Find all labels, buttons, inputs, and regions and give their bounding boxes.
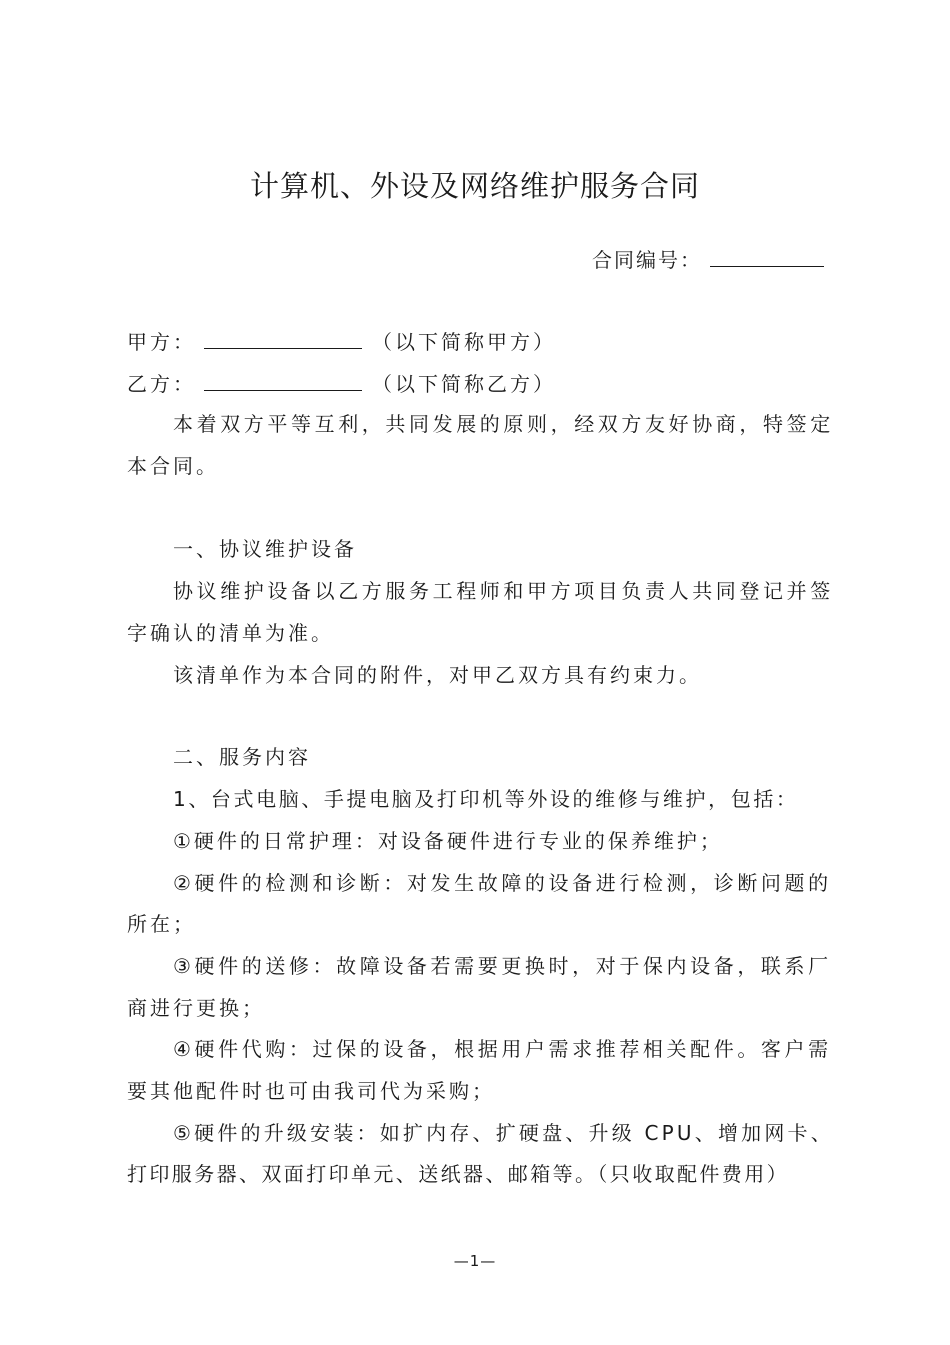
party-a-line <box>127 326 556 357</box>
party-b-suffix: （以下简称乙方） <box>372 372 556 396</box>
section-2-subitem-5-line-1: ⑤硬件的升级安装：如扩内存、扩硬盘、升级 CPU、增加网卡、 <box>173 1121 834 1145</box>
contract-number-label: 合同编号： <box>592 248 702 272</box>
section-2-subitem-4-line-1: ④硬件代购：过保的设备，根据用户需求推荐相关配件。客户需 <box>173 1037 832 1061</box>
party-b-label: 乙方： <box>127 372 196 396</box>
section-2-heading: 二、服务内容 <box>173 745 311 769</box>
section-2-subitem-3-line-1: ③硬件的送修：故障设备若需要更换时，对于保内设备，联系厂 <box>173 954 832 978</box>
intro-line-2: 本合同。 <box>127 454 219 478</box>
section-2-subitem-5-line-2: 打印服务器、双面打印单元、送纸器、邮箱等。（只收取配件费用） <box>127 1162 789 1186</box>
contract-number-field <box>592 244 824 275</box>
party-b-line <box>127 368 556 399</box>
party-a-label: 甲方： <box>127 330 196 354</box>
document-title: 计算机、外设及网络维护服务合同 <box>249 169 700 203</box>
contract-number-blank <box>710 244 824 267</box>
section-2-subitem-2-line-2: 所在； <box>127 912 196 936</box>
intro-line-1: 本着双方平等互利，共同发展的原则，经双方友好协商，特签定 <box>173 412 834 436</box>
section-1-paragraph-1-line-1: 协议维护设备以乙方服务工程师和甲方项目负责人共同登记并签 <box>173 579 834 603</box>
section-2-item-1: 1、台式电脑、手提电脑及打印机等外设的维修与维护，包括： <box>173 787 799 811</box>
section-2-subitem-4-line-2: 要其他配件时也可由我司代为采购； <box>127 1079 495 1103</box>
section-1-paragraph-2: 该清单作为本合同的附件，对甲乙双方具有约束力。 <box>173 663 702 687</box>
page-number: —1— <box>453 1252 497 1270</box>
section-2-subitem-2-line-1: ②硬件的检测和诊断：对发生故障的设备进行检测，诊断问题的 <box>173 871 832 895</box>
section-2-subitem-1: ①硬件的日常护理：对设备硬件进行专业的保养维护； <box>173 829 723 853</box>
section-2-subitem-3-line-2: 商进行更换； <box>127 996 265 1020</box>
party-a-blank <box>204 326 362 349</box>
party-b-blank <box>204 368 362 391</box>
party-a-suffix: （以下简称甲方） <box>372 330 556 354</box>
section-1-heading: 一、协议维护设备 <box>173 537 357 561</box>
section-1-paragraph-1-line-2: 字确认的清单为准。 <box>127 621 334 645</box>
